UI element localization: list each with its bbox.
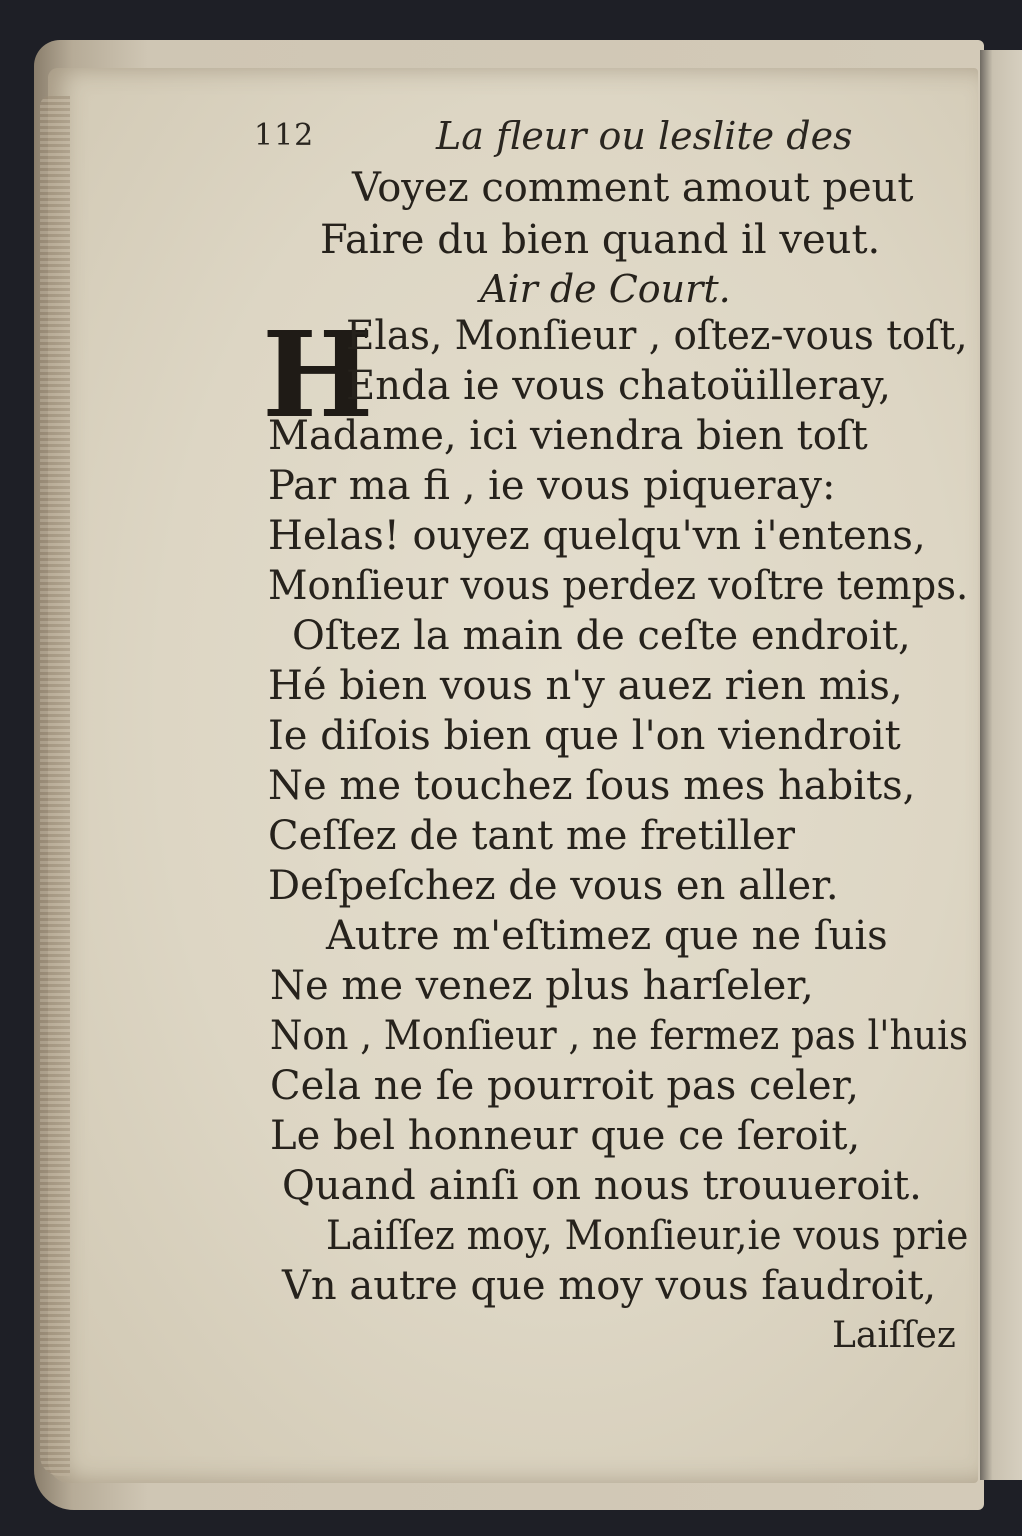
facing-page-edge [980, 50, 1022, 1480]
poem-line: Helas! ouyez quelqu'vn i'entens, [268, 513, 926, 559]
poem-line: Elas, Monſieur , oſtez-vous toſt, [346, 313, 968, 359]
poem-line: Oſtez la main de ceſte endroit, [292, 613, 911, 659]
running-title: La fleur ou leslite des [436, 114, 853, 158]
poem-line: Monſieur vous perdez voſtre temps. [268, 563, 969, 609]
poem-line: Ceſſez de tant me fretiller [268, 813, 795, 859]
poem-line: Quand ainſi on nous trouueroit. [282, 1163, 922, 1209]
page-fore-edge [40, 96, 70, 1476]
poem-line: Ne me touchez ſous mes habits, [268, 763, 916, 809]
section-title: Air de Court. [480, 267, 731, 311]
page-header [254, 112, 974, 172]
drop-cap: H [262, 305, 374, 444]
poem-line: Cela ne ſe pourroit pas celer, [270, 1063, 860, 1109]
poem-line: Ie diſois bien que l'on viendroit [268, 713, 901, 759]
poem-line: Enda ie vous chatoüilleray, [346, 363, 891, 409]
poem-line: Non , Monſieur , ne fermez pas l'huis [270, 1013, 968, 1059]
page-number: 112 [254, 118, 315, 153]
poem-line: Le bel honneur que ce ſeroit, [270, 1113, 861, 1159]
poem-line: Vn autre que moy vous faudroit, [282, 1263, 937, 1309]
poem-line: Hé bien vous n'y auez rien mis, [268, 663, 903, 709]
poem-line: Autre m'eſtimez que ne ſuis [326, 913, 888, 959]
catchword: Laiſſez [832, 1315, 956, 1356]
poem-line: Ne me venez plus harſeler, [270, 963, 814, 1009]
opening-line: Voyez comment amout peut [352, 165, 914, 211]
poem-line: Deſpeſchez de vous en aller. [268, 863, 839, 909]
poem-line: Madame, ici viendra bien toſt [268, 413, 868, 459]
poem-line: Laiſſez moy, Monſieur,ie vous prie [326, 1213, 969, 1259]
poem-line: Par ma fi , ie vous piqueray: [268, 463, 836, 509]
opening-line: Faire du bien quand il veut. [320, 217, 881, 263]
